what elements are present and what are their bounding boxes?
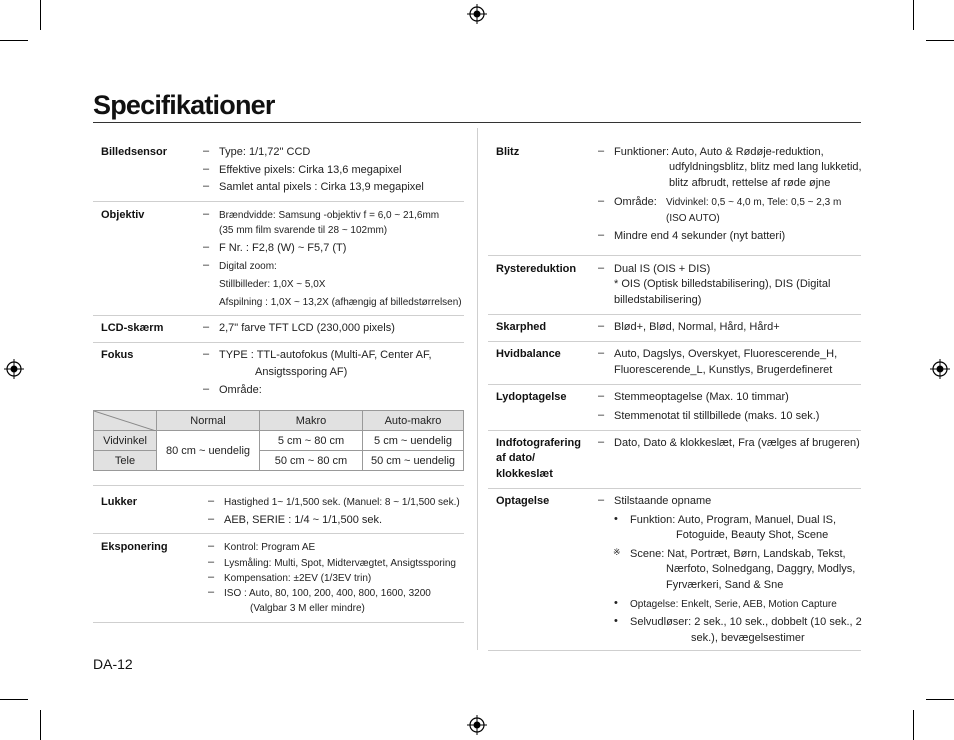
spec-line: Stillbilleder: 1,0X ~ 5,0X xyxy=(219,279,326,290)
spec-line: Optagelse: Enkelt, Serie, AEB, Motion Capture xyxy=(630,599,837,610)
registration-mark-icon xyxy=(4,359,24,379)
spec-line: Funktion: Auto, Program, Manuel, Dual IS, xyxy=(630,514,837,526)
spec-label-lcd: LCD-skærm xyxy=(101,322,164,334)
spec-line: billedstabilisering) xyxy=(614,294,702,306)
crop-mark xyxy=(0,699,28,700)
crop-mark xyxy=(0,40,28,41)
dash: – xyxy=(208,513,215,525)
spec-label-blitz: Blitz xyxy=(496,146,520,158)
spec-line: blitz afbrudt, rettelse af røde øjne xyxy=(669,177,831,189)
row-divider xyxy=(488,384,861,385)
spec-line: (Valgbar 3 M eller mindre) xyxy=(250,603,365,614)
dash: – xyxy=(203,321,210,333)
spec-line: Lysmåling: Multi, Spot, Midtervægtet, Ansigtssporing xyxy=(224,558,456,569)
spec-line: Afspilning : 1,0X ~ 13,2X (afhængig af billedstørrelsen) xyxy=(219,297,462,308)
dash: – xyxy=(208,556,215,568)
spec-line: Selvudløser: 2 sek., 10 sek., dobbelt (10 sek., 2 xyxy=(630,616,862,628)
row-divider xyxy=(488,255,861,256)
spec-label-optagelse: Optagelse xyxy=(496,495,550,507)
dash: – xyxy=(203,180,210,192)
spec-line: Type: 1/1,72" CCD xyxy=(219,146,311,158)
spec-line: Område: xyxy=(219,384,262,396)
row-divider xyxy=(93,622,464,623)
registration-mark-icon xyxy=(467,715,487,735)
registration-mark-icon xyxy=(930,359,950,379)
spec-line: AEB, SERIE : 1/4 ~ 1/1,500 sek. xyxy=(224,514,383,526)
spec-label-billedsensor: Billedsensor xyxy=(101,146,168,158)
dash: – xyxy=(203,241,210,253)
spec-label-indfotografering: af dato/ xyxy=(496,452,536,464)
crop-mark xyxy=(913,0,914,30)
table-cell: 50 cm ~ 80 cm xyxy=(260,451,363,471)
spec-line: Scene: Nat, Portræt, Børn, Landskab, Tekst, xyxy=(630,548,846,560)
dash: – xyxy=(203,145,210,157)
spec-line: Digital zoom: xyxy=(219,261,277,272)
crop-mark xyxy=(40,710,41,740)
spec-line: * OIS (Optisk billedstabilisering), DIS (Digital xyxy=(614,278,831,290)
table-header-normal: Normal xyxy=(157,411,260,431)
spec-line: Ansigtssporing AF) xyxy=(255,366,348,378)
dash: – xyxy=(203,259,210,271)
spec-line: Fotoguide, Beauty Shot, Scene xyxy=(676,529,829,541)
table-cell: 5 cm ~ 80 cm xyxy=(260,431,363,451)
crop-mark xyxy=(913,710,914,740)
spec-line: Fyrværkeri, Sand & Sne xyxy=(666,579,784,591)
table-cell: 50 cm ~ uendelig xyxy=(363,451,464,471)
spec-line: Stemmenotat til stillbillede (maks. 10 sek.) xyxy=(614,410,820,422)
note-mark: ※ xyxy=(613,547,621,557)
row-divider xyxy=(488,430,861,431)
crop-mark xyxy=(926,699,954,700)
focus-range-table xyxy=(93,410,464,471)
dash: – xyxy=(208,586,215,598)
dash: – xyxy=(203,348,210,360)
table-header-makro: Makro xyxy=(260,411,363,431)
dash: – xyxy=(598,320,605,332)
table-cell: 5 cm ~ uendelig xyxy=(363,431,464,451)
row-divider xyxy=(93,533,464,534)
spec-label-rystereduktion: Rystereduktion xyxy=(496,263,577,275)
dash: – xyxy=(598,494,605,506)
spec-line: ISO : Auto, 80, 100, 200, 400, 800, 1600, 3200 xyxy=(224,588,431,599)
spec-label-indfotografering: klokkeslæt xyxy=(496,468,553,480)
dash: – xyxy=(598,229,605,241)
dash: – xyxy=(203,163,210,175)
table-row-label: Vidvinkel xyxy=(94,431,157,451)
spec-line: (35 mm film svarende til 28 ~ 102mm) xyxy=(219,225,388,236)
spec-label-lukker: Lukker xyxy=(101,496,138,508)
row-divider xyxy=(488,650,861,651)
spec-label-eksponering: Eksponering xyxy=(101,541,168,553)
spec-label-indfotografering: Indfotografering xyxy=(496,437,581,449)
spec-label-lydoptagelse: Lydoptagelse xyxy=(496,391,567,403)
dash: – xyxy=(598,390,605,402)
dash: – xyxy=(598,145,605,157)
bullet: • xyxy=(614,615,618,627)
spec-line: Dato, Dato & klokkeslæt, Fra (vælges af brugeren) xyxy=(614,437,860,449)
spec-line: Samlet antal pixels : Cirka 13,9 megapixel xyxy=(219,181,424,193)
spec-line: Mindre end 4 sekunder (nyt batteri) xyxy=(614,230,786,242)
spec-line: udfyldningsblitz, blitz med lang lukketid, xyxy=(669,161,862,173)
spec-line: Stemmeoptagelse (Max. 10 timmar) xyxy=(614,391,789,403)
spec-line: F Nr. : F2,8 (W) ~ F5,7 (T) xyxy=(219,242,347,254)
spec-line: Kompensation: ±2EV (1/3EV trin) xyxy=(224,573,372,584)
spec-label-objektiv: Objektiv xyxy=(101,209,145,221)
row-divider xyxy=(488,488,861,489)
spec-label-hvidbalance: Hvidbalance xyxy=(496,348,561,360)
table-row-label: Tele xyxy=(94,451,157,471)
crop-mark xyxy=(926,40,954,41)
registration-mark-icon xyxy=(467,4,487,24)
spec-line: Fluorescerende_L, Kunstlys, Brugerdefineret xyxy=(614,364,833,376)
spec-line: TYPE : TTL-autofokus (Multi-AF, Center AF, xyxy=(219,349,432,361)
page-number: DA-12 xyxy=(93,656,133,672)
row-divider xyxy=(93,342,464,343)
spec-line: Stilstaande opname xyxy=(614,495,712,507)
table-corner-cell xyxy=(94,411,157,431)
dash: – xyxy=(598,436,605,448)
spec-line: (ISO AUTO) xyxy=(666,213,720,224)
spec-line: Kontrol: Program AE xyxy=(224,542,316,553)
bullet: • xyxy=(614,597,618,609)
page-title: Specifikationer xyxy=(93,90,275,120)
dash: – xyxy=(598,347,605,359)
spec-line: Hastighed 1~ 1/1,500 sek. (Manuel: 8 ~ 1/1,500 sek.) xyxy=(224,497,460,508)
dash: – xyxy=(203,383,210,395)
spec-label-fokus: Fokus xyxy=(101,349,134,361)
column-divider xyxy=(477,128,478,650)
row-divider xyxy=(93,315,464,316)
spec-line: Nærfoto, Solnedgang, Daggry, Modlys, xyxy=(666,563,856,575)
crop-mark xyxy=(40,0,41,30)
spec-line: 2,7" farve TFT LCD (230,000 pixels) xyxy=(219,322,395,334)
dash: – xyxy=(598,195,605,207)
spec-line: Auto, Dagslys, Overskyet, Fluorescerende_H, xyxy=(614,348,838,360)
row-divider xyxy=(488,314,861,315)
dash: – xyxy=(208,540,215,552)
spec-line: Vidvinkel: 0,5 ~ 4,0 m, Tele: 0,5 ~ 2,3 m xyxy=(666,197,842,208)
table-cell: 80 cm ~ uendelig xyxy=(157,431,260,471)
spec-line: Brændvidde: Samsung -objektiv f = 6,0 ~ 21,6mm xyxy=(219,210,440,221)
title-rule xyxy=(93,122,861,123)
spec-line: Effektive pixels: Cirka 13,6 megapixel xyxy=(219,164,402,176)
bullet: • xyxy=(614,513,618,525)
spec-label-skarphed: Skarphed xyxy=(496,321,547,333)
dash: – xyxy=(203,208,210,220)
diagonal-line-icon xyxy=(94,411,156,431)
row-divider xyxy=(93,485,464,486)
row-divider xyxy=(488,341,861,342)
dash: – xyxy=(208,495,215,507)
row-divider xyxy=(93,201,464,202)
spec-line: sek.), bevægelsestimer xyxy=(691,632,805,644)
spec-line: Funktioner: Auto, Auto & Rødøje-reduktion, xyxy=(614,146,824,158)
dash: – xyxy=(598,262,605,274)
dash: – xyxy=(208,571,215,583)
dash: – xyxy=(598,409,605,421)
spec-line: Område: xyxy=(614,196,657,208)
table-header-auto-makro: Auto-makro xyxy=(363,411,464,431)
spec-line: Blød+, Blød, Normal, Hård, Hård+ xyxy=(614,321,780,333)
spec-line: Dual IS (OIS + DIS) xyxy=(614,263,711,275)
